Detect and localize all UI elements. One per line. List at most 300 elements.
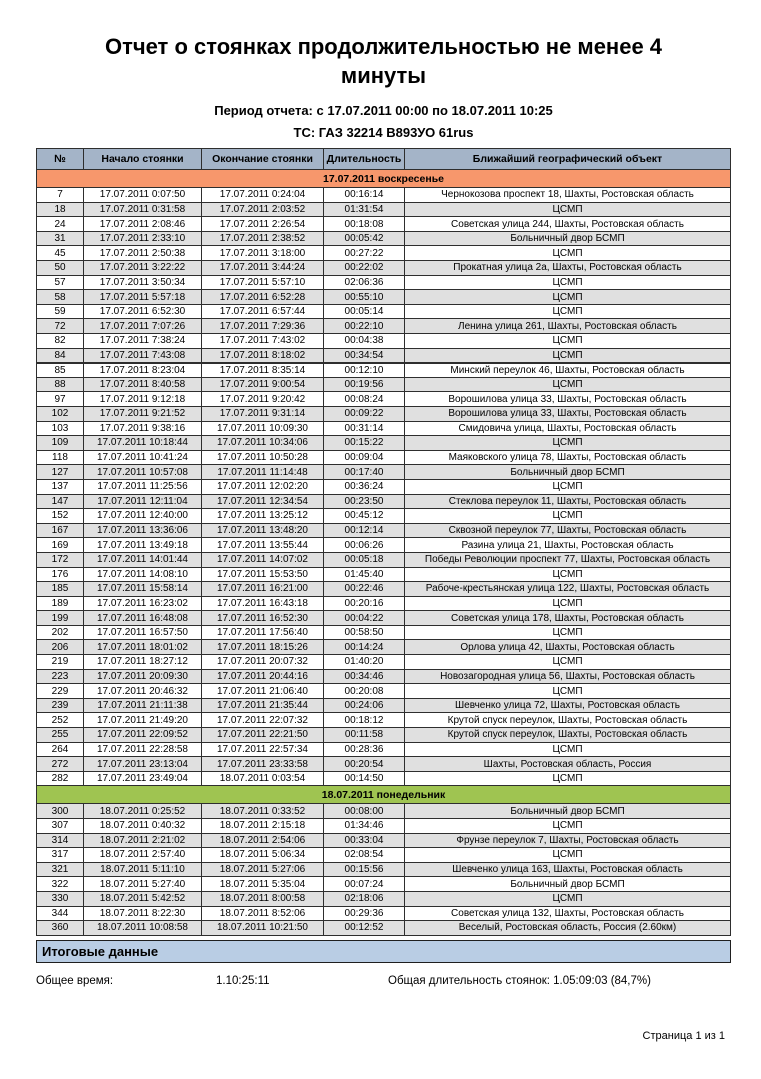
cell-duration: 00:14:24 (324, 640, 405, 655)
cell-end-time: 17.07.2011 14:07:02 (202, 552, 324, 567)
table-row (37, 275, 731, 290)
cell-start-time: 17.07.2011 3:50:34 (84, 275, 202, 290)
cell-location: ЦСМП (405, 202, 731, 217)
cell-number: 31 (37, 231, 84, 246)
cell-location: Сквозной переулок 77, Шахты, Ростовская область (405, 523, 731, 538)
cell-end-time: 17.07.2011 6:52:28 (202, 290, 324, 305)
cell-duration: 02:06:36 (324, 275, 405, 290)
cell-number: 344 (37, 906, 84, 921)
table-row (37, 465, 731, 480)
table-row (37, 567, 731, 582)
cell-end-time: 17.07.2011 16:43:18 (202, 596, 324, 611)
cell-end-time: 17.07.2011 13:25:12 (202, 509, 324, 524)
table-row (37, 728, 731, 743)
table-row (37, 833, 731, 848)
table-row (37, 246, 731, 261)
stops-table (36, 148, 731, 936)
cell-location: Новозагородная улица 56, Шахты, Ростовская область (405, 669, 731, 684)
cell-location: ЦСМП (405, 771, 731, 786)
cell-start-time: 17.07.2011 7:43:08 (84, 348, 202, 363)
table-row (37, 436, 731, 451)
cell-number: 206 (37, 640, 84, 655)
col-header-number: № (37, 149, 84, 170)
cell-location: Больничный двор БСМП (405, 465, 731, 480)
cell-end-time: 17.07.2011 6:57:44 (202, 304, 324, 319)
cell-duration: 00:18:08 (324, 217, 405, 232)
cell-duration: 00:05:42 (324, 231, 405, 246)
table-row (37, 596, 731, 611)
table-row (37, 348, 731, 363)
cell-start-time: 17.07.2011 15:58:14 (84, 582, 202, 597)
cell-number: 45 (37, 246, 84, 261)
cell-start-time: 17.07.2011 20:09:30 (84, 669, 202, 684)
cell-end-time: 17.07.2011 2:03:52 (202, 202, 324, 217)
table-row (37, 684, 731, 699)
cell-start-time: 17.07.2011 22:28:58 (84, 742, 202, 757)
cell-start-time: 17.07.2011 10:18:44 (84, 436, 202, 451)
cell-location: Советская улица 178, Шахты, Ростовская область (405, 611, 731, 626)
cell-duration: 00:33:04 (324, 833, 405, 848)
cell-location: Веселый, Ростовская область, Россия (2.60км) (405, 921, 731, 936)
cell-duration: 00:22:46 (324, 582, 405, 597)
cell-location: ЦСМП (405, 742, 731, 757)
cell-duration: 00:12:10 (324, 363, 405, 378)
cell-end-time: 17.07.2011 2:26:54 (202, 217, 324, 232)
cell-location: ЦСМП (405, 684, 731, 699)
cell-start-time: 17.07.2011 8:40:58 (84, 377, 202, 392)
cell-number: 189 (37, 596, 84, 611)
table-row (37, 698, 731, 713)
cell-end-time: 17.07.2011 10:09:30 (202, 421, 324, 436)
table-row (37, 319, 731, 334)
cell-number: 172 (37, 552, 84, 567)
cell-end-time: 17.07.2011 13:55:44 (202, 538, 324, 553)
cell-number: 50 (37, 261, 84, 276)
cell-end-time: 17.07.2011 17:56:40 (202, 625, 324, 640)
cell-start-time: 18.07.2011 5:42:52 (84, 891, 202, 906)
table-row (37, 640, 731, 655)
table-row (37, 757, 731, 772)
table-row (37, 819, 731, 834)
cell-location: Ворошилова улица 33, Шахты, Ростовская область (405, 392, 731, 407)
cell-duration: 02:18:06 (324, 891, 405, 906)
cell-location: ЦСМП (405, 596, 731, 611)
table-row (37, 552, 731, 567)
cell-number: 59 (37, 304, 84, 319)
cell-end-time: 17.07.2011 2:38:52 (202, 231, 324, 246)
table-row (37, 494, 731, 509)
cell-end-time: 17.07.2011 7:29:36 (202, 319, 324, 334)
cell-duration: 00:34:46 (324, 669, 405, 684)
cell-start-time: 17.07.2011 8:23:04 (84, 363, 202, 378)
cell-start-time: 17.07.2011 13:49:18 (84, 538, 202, 553)
cell-number: 97 (37, 392, 84, 407)
day-section-label: 18.07.2011 понедельник (37, 786, 731, 804)
cell-location: Больничный двор БСМП (405, 804, 731, 819)
cell-location: ЦСМП (405, 246, 731, 261)
table-row (37, 509, 731, 524)
cell-number: 300 (37, 804, 84, 819)
table-row (37, 771, 731, 786)
cell-location: Смидовича улица, Шахты, Ростовская область (405, 421, 731, 436)
cell-location: Чернокозова проспект 18, Шахты, Ростовская область (405, 188, 731, 203)
cell-number: 202 (37, 625, 84, 640)
cell-start-time: 18.07.2011 2:57:40 (84, 848, 202, 863)
cell-duration: 00:45:12 (324, 509, 405, 524)
table-row (37, 202, 731, 217)
cell-duration: 00:20:16 (324, 596, 405, 611)
cell-end-time: 17.07.2011 7:43:02 (202, 334, 324, 349)
cell-duration: 00:06:26 (324, 538, 405, 553)
cell-start-time: 17.07.2011 11:25:56 (84, 479, 202, 494)
stops-table-body (37, 170, 731, 936)
cell-end-time: 17.07.2011 9:31:14 (202, 406, 324, 421)
cell-location: Фрунзе переулок 7, Шахты, Ростовская область (405, 833, 731, 848)
cell-number: 118 (37, 450, 84, 465)
cell-start-time: 17.07.2011 16:48:08 (84, 611, 202, 626)
cell-location: Крутой спуск переулок, Шахты, Ростовская область (405, 728, 731, 743)
cell-start-time: 17.07.2011 14:08:10 (84, 567, 202, 582)
col-header-duration: Длительность (324, 149, 405, 170)
cell-location: ЦСМП (405, 275, 731, 290)
cell-duration: 00:28:36 (324, 742, 405, 757)
col-header-start: Начало стоянки (84, 149, 202, 170)
cell-start-time: 17.07.2011 7:38:24 (84, 334, 202, 349)
total-time-label: Общее время: (36, 974, 114, 987)
cell-number: 84 (37, 348, 84, 363)
cell-duration: 00:09:04 (324, 450, 405, 465)
cell-duration: 01:45:40 (324, 567, 405, 582)
cell-duration: 00:24:06 (324, 698, 405, 713)
cell-start-time: 17.07.2011 22:09:52 (84, 728, 202, 743)
cell-location: ЦСМП (405, 304, 731, 319)
cell-location: Ворошилова улица 33, Шахты, Ростовская область (405, 406, 731, 421)
cell-location: ЦСМП (405, 848, 731, 863)
cell-end-time: 17.07.2011 20:07:32 (202, 655, 324, 670)
cell-location: Советская улица 132, Шахты, Ростовская область (405, 906, 731, 921)
cell-number: 252 (37, 713, 84, 728)
day-section-label: 17.07.2011 воскресенье (37, 170, 731, 188)
cell-location: Шахты, Ростовская область, Россия (405, 757, 731, 772)
table-row (37, 804, 731, 819)
cell-number: 72 (37, 319, 84, 334)
cell-end-time: 18.07.2011 5:35:04 (202, 877, 324, 892)
cell-end-time: 17.07.2011 3:44:24 (202, 261, 324, 276)
cell-location: Крутой спуск переулок, Шахты, Ростовская область (405, 713, 731, 728)
cell-duration: 02:08:54 (324, 848, 405, 863)
col-header-end: Окончание стоянки (202, 149, 324, 170)
table-row (37, 290, 731, 305)
cell-location: Больничный двор БСМП (405, 231, 731, 246)
cell-end-time: 17.07.2011 8:35:14 (202, 363, 324, 378)
cell-number: 185 (37, 582, 84, 597)
cell-start-time: 17.07.2011 21:49:20 (84, 713, 202, 728)
cell-duration: 00:20:54 (324, 757, 405, 772)
cell-end-time: 17.07.2011 21:06:40 (202, 684, 324, 699)
table-row (37, 625, 731, 640)
cell-number: 239 (37, 698, 84, 713)
cell-end-time: 17.07.2011 22:07:32 (202, 713, 324, 728)
cell-location: Минский переулок 46, Шахты, Ростовская область (405, 363, 731, 378)
cell-number: 317 (37, 848, 84, 863)
cell-number: 58 (37, 290, 84, 305)
cell-number: 321 (37, 862, 84, 877)
cell-location: Маяковского улица 78, Шахты, Ростовская область (405, 450, 731, 465)
report-vehicle: ТС: ГАЗ 32214 В893УО 61rus (293, 125, 474, 141)
cell-end-time: 17.07.2011 9:20:42 (202, 392, 324, 407)
cell-end-time: 17.07.2011 20:44:16 (202, 669, 324, 684)
cell-number: 169 (37, 538, 84, 553)
cell-end-time: 17.07.2011 12:34:54 (202, 494, 324, 509)
cell-location: ЦСМП (405, 334, 731, 349)
cell-number: 307 (37, 819, 84, 834)
cell-duration: 00:11:58 (324, 728, 405, 743)
table-row (37, 188, 731, 203)
header-row (37, 149, 731, 170)
totals-row (36, 975, 731, 987)
cell-number: 255 (37, 728, 84, 743)
cell-start-time: 18.07.2011 10:08:58 (84, 921, 202, 936)
table-row (37, 261, 731, 276)
cell-end-time: 18.07.2011 8:00:58 (202, 891, 324, 906)
cell-duration: 00:05:18 (324, 552, 405, 567)
cell-end-time: 17.07.2011 0:24:04 (202, 188, 324, 203)
cell-start-time: 17.07.2011 14:01:44 (84, 552, 202, 567)
cell-end-time: 18.07.2011 0:03:54 (202, 771, 324, 786)
cell-start-time: 17.07.2011 23:13:04 (84, 757, 202, 772)
cell-start-time: 17.07.2011 2:08:46 (84, 217, 202, 232)
table-row (37, 479, 731, 494)
cell-number: 223 (37, 669, 84, 684)
cell-number: 102 (37, 406, 84, 421)
col-header-location: Ближайший географический объект (405, 149, 731, 170)
table-row (37, 713, 731, 728)
table-row (37, 921, 731, 936)
cell-number: 109 (37, 436, 84, 451)
table-row (37, 582, 731, 597)
table-row (37, 611, 731, 626)
cell-number: 272 (37, 757, 84, 772)
table-row (37, 669, 731, 684)
cell-location: ЦСМП (405, 509, 731, 524)
cell-end-time: 18.07.2011 0:33:52 (202, 804, 324, 819)
day-section-row (37, 786, 731, 804)
page-number: Страница 1 из 1 (642, 1030, 725, 1042)
cell-end-time: 17.07.2011 18:15:26 (202, 640, 324, 655)
cell-number: 152 (37, 509, 84, 524)
cell-start-time: 18.07.2011 2:21:02 (84, 833, 202, 848)
cell-duration: 00:05:14 (324, 304, 405, 319)
cell-number: 18 (37, 202, 84, 217)
cell-location: Прокатная улица 2а, Шахты, Ростовская область (405, 261, 731, 276)
cell-end-time: 17.07.2011 13:48:20 (202, 523, 324, 538)
cell-location: ЦСМП (405, 567, 731, 582)
cell-start-time: 18.07.2011 0:25:52 (84, 804, 202, 819)
table-row (37, 231, 731, 246)
cell-duration: 00:34:54 (324, 348, 405, 363)
table-row (37, 421, 731, 436)
cell-location: Ленина улица 261, Шахты, Ростовская область (405, 319, 731, 334)
cell-location: ЦСМП (405, 891, 731, 906)
cell-start-time: 17.07.2011 5:57:18 (84, 290, 202, 305)
table-row (37, 304, 731, 319)
table-row (37, 450, 731, 465)
cell-duration: 00:08:00 (324, 804, 405, 819)
cell-number: 137 (37, 479, 84, 494)
cell-duration: 00:16:14 (324, 188, 405, 203)
table-row (37, 891, 731, 906)
cell-duration: 01:31:54 (324, 202, 405, 217)
cell-location: Разина улица 21, Шахты, Ростовская область (405, 538, 731, 553)
cell-number: 322 (37, 877, 84, 892)
cell-duration: 00:23:50 (324, 494, 405, 509)
cell-number: 167 (37, 523, 84, 538)
cell-location: ЦСМП (405, 819, 731, 834)
cell-number: 264 (37, 742, 84, 757)
cell-duration: 00:07:24 (324, 877, 405, 892)
cell-location: Больничный двор БСМП (405, 877, 731, 892)
cell-location: Стеклова переулок 11, Шахты, Ростовская область (405, 494, 731, 509)
cell-location: Советская улица 244, Шахты, Ростовская область (405, 217, 731, 232)
table-row (37, 334, 731, 349)
table-row (37, 655, 731, 670)
cell-location: ЦСМП (405, 348, 731, 363)
cell-duration: 01:34:46 (324, 819, 405, 834)
cell-end-time: 18.07.2011 5:06:34 (202, 848, 324, 863)
cell-duration: 00:17:40 (324, 465, 405, 480)
table-row (37, 862, 731, 877)
cell-number: 7 (37, 188, 84, 203)
stops-duration-total: Общая длительность стоянок: 1.05:09:03 (84,7%) (388, 974, 651, 987)
cell-number: 176 (37, 567, 84, 582)
table-row (37, 523, 731, 538)
cell-duration: 00:22:02 (324, 261, 405, 276)
cell-number: 199 (37, 611, 84, 626)
cell-end-time: 18.07.2011 5:27:06 (202, 862, 324, 877)
cell-end-time: 17.07.2011 12:02:20 (202, 479, 324, 494)
cell-start-time: 17.07.2011 10:57:08 (84, 465, 202, 480)
cell-start-time: 17.07.2011 16:23:02 (84, 596, 202, 611)
cell-end-time: 18.07.2011 10:21:50 (202, 921, 324, 936)
cell-number: 103 (37, 421, 84, 436)
cell-start-time: 17.07.2011 0:31:58 (84, 202, 202, 217)
cell-end-time: 17.07.2011 8:18:02 (202, 348, 324, 363)
cell-duration: 00:15:56 (324, 862, 405, 877)
cell-number: 219 (37, 655, 84, 670)
cell-location: Орлова улица 42, Шахты, Ростовская область (405, 640, 731, 655)
table-row (37, 848, 731, 863)
cell-start-time: 17.07.2011 2:50:38 (84, 246, 202, 261)
cell-start-time: 17.07.2011 21:11:38 (84, 698, 202, 713)
cell-start-time: 17.07.2011 9:38:16 (84, 421, 202, 436)
cell-number: 127 (37, 465, 84, 480)
cell-location: Шевченко улица 163, Шахты, Ростовская область (405, 862, 731, 877)
cell-start-time: 17.07.2011 16:57:50 (84, 625, 202, 640)
cell-start-time: 18.07.2011 5:27:40 (84, 877, 202, 892)
cell-duration: 00:55:10 (324, 290, 405, 305)
cell-end-time: 17.07.2011 9:00:54 (202, 377, 324, 392)
cell-start-time: 17.07.2011 13:36:06 (84, 523, 202, 538)
cell-duration: 00:20:08 (324, 684, 405, 699)
cell-end-time: 17.07.2011 3:18:00 (202, 246, 324, 261)
cell-end-time: 17.07.2011 16:52:30 (202, 611, 324, 626)
cell-end-time: 18.07.2011 2:54:06 (202, 833, 324, 848)
cell-location: ЦСМП (405, 625, 731, 640)
cell-location: ЦСМП (405, 377, 731, 392)
cell-number: 360 (37, 921, 84, 936)
cell-number: 24 (37, 217, 84, 232)
table-row (37, 742, 731, 757)
cell-duration: 00:27:22 (324, 246, 405, 261)
cell-end-time: 17.07.2011 10:34:06 (202, 436, 324, 451)
cell-duration: 00:04:38 (324, 334, 405, 349)
day-section-row (37, 170, 731, 188)
cell-start-time: 17.07.2011 7:07:26 (84, 319, 202, 334)
cell-duration: 00:18:12 (324, 713, 405, 728)
cell-number: 147 (37, 494, 84, 509)
table-row (37, 406, 731, 421)
cell-duration: 00:29:36 (324, 906, 405, 921)
cell-duration: 00:22:10 (324, 319, 405, 334)
cell-location: Рабоче-крестьянская улица 122, Шахты, Ростовская область (405, 582, 731, 597)
report-period: Период отчета: с 17.07.2011 00:00 по 18.07.2011 10:25 (214, 103, 553, 119)
cell-duration: 00:08:24 (324, 392, 405, 407)
cell-start-time: 17.07.2011 6:52:30 (84, 304, 202, 319)
cell-number: 85 (37, 363, 84, 378)
cell-number: 57 (37, 275, 84, 290)
cell-duration: 00:19:56 (324, 377, 405, 392)
cell-start-time: 17.07.2011 12:40:00 (84, 509, 202, 524)
cell-number: 282 (37, 771, 84, 786)
cell-end-time: 17.07.2011 16:21:00 (202, 582, 324, 597)
cell-start-time: 17.07.2011 3:22:22 (84, 261, 202, 276)
table-row (37, 877, 731, 892)
table-row (37, 363, 731, 378)
cell-location: Шевченко улица 72, Шахты, Ростовская область (405, 698, 731, 713)
table-row (37, 538, 731, 553)
cell-end-time: 17.07.2011 21:35:44 (202, 698, 324, 713)
table-row (37, 906, 731, 921)
cell-start-time: 17.07.2011 23:49:04 (84, 771, 202, 786)
stops-table-head (37, 149, 731, 170)
cell-start-time: 17.07.2011 9:21:52 (84, 406, 202, 421)
cell-start-time: 17.07.2011 18:01:02 (84, 640, 202, 655)
cell-start-time: 17.07.2011 2:33:10 (84, 231, 202, 246)
cell-duration: 00:15:22 (324, 436, 405, 451)
cell-end-time: 17.07.2011 15:53:50 (202, 567, 324, 582)
cell-location: ЦСМП (405, 479, 731, 494)
summary-header: Итоговые данные (36, 940, 731, 963)
total-time-value: 1.10:25:11 (216, 974, 270, 987)
cell-duration: 00:09:22 (324, 406, 405, 421)
cell-end-time: 18.07.2011 8:52:06 (202, 906, 324, 921)
cell-duration: 00:12:52 (324, 921, 405, 936)
cell-end-time: 17.07.2011 10:50:28 (202, 450, 324, 465)
cell-duration: 00:12:14 (324, 523, 405, 538)
cell-end-time: 18.07.2011 2:15:18 (202, 819, 324, 834)
cell-end-time: 17.07.2011 22:21:50 (202, 728, 324, 743)
cell-duration: 00:31:14 (324, 421, 405, 436)
cell-start-time: 18.07.2011 8:22:30 (84, 906, 202, 921)
cell-end-time: 17.07.2011 5:57:10 (202, 275, 324, 290)
cell-duration: 00:14:50 (324, 771, 405, 786)
cell-start-time: 17.07.2011 9:12:18 (84, 392, 202, 407)
cell-end-time: 17.07.2011 23:33:58 (202, 757, 324, 772)
cell-location: Победы Революции проспект 77, Шахты, Ростовская область (405, 552, 731, 567)
cell-start-time: 17.07.2011 12:11:04 (84, 494, 202, 509)
cell-location: ЦСМП (405, 290, 731, 305)
cell-number: 314 (37, 833, 84, 848)
